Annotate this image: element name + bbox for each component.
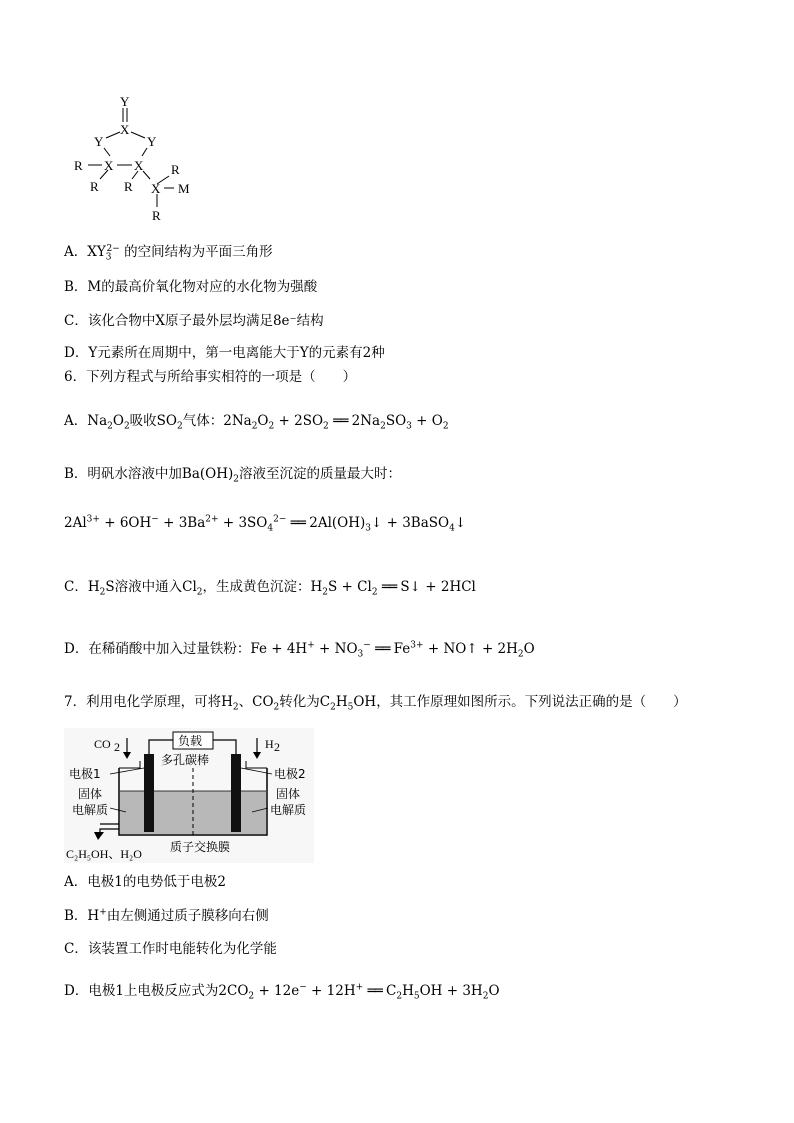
cell-solid-left-2: 电解质 (72, 803, 109, 817)
q7-option-a: A．电极1的电势低于电极2 (64, 874, 226, 890)
q5-option-c: C．该化合物中X原子最外层均满足8e⁻结构 (64, 313, 324, 329)
q6-option-b-equation: $2Al^{3+} + 6OH^- + 3Ba^{2+} + 3SO_4^{2-}$ ══ $2Al(OH)_3↓$ + 3BaSO$_4$↓ (64, 514, 467, 534)
q6-stem: 6．下列方程式与所给事实相符的一项是（ ） (64, 369, 357, 385)
mol-ring-y-left: Y (94, 134, 104, 149)
q5-formula-xy3: $XY_3^{2-}$ (87, 243, 120, 263)
mol-ring-x-right: X (151, 181, 161, 196)
cell-co2-label: CO (94, 737, 111, 751)
q5-option-d: D．Y元素所在周期中，第一电离能大于Y的元素有2种 (64, 345, 385, 361)
q7-option-c: C．该装置工作时电能转化为化学能 (64, 941, 277, 957)
cell-electrode2-label: 电极2 (274, 767, 306, 781)
q5-option-b: B．M的最高价氧化物对应的水化物为强酸 (64, 279, 318, 295)
mol-top-y: Y (120, 94, 130, 109)
cell-porous-rod-label: 多孔碳棒 (161, 753, 210, 767)
q7-stem: 7．利用电化学原理，可将$H_2$、$CO_2$转化为$C_2H_5OH$，其工作原理如图所示。下列说法正确的是（ ） (64, 694, 687, 713)
mol-ring-y-right: Y (147, 134, 157, 149)
cell-h2-label: H (265, 737, 274, 751)
cell-solid-right-1: 固体 (276, 787, 301, 801)
cell-electrode1-label: 电极1 (69, 767, 101, 781)
q6-option-c: C．$H_2S$溶液中通入$Cl_2$，生成黄色沉淀：$H_2S + Cl_2$ ══ S↓ + 2HCl (64, 579, 476, 598)
cell-solid-right-2: 电解质 (270, 803, 307, 817)
q7-option-b: B．H+由左侧通过质子膜移向右侧 (64, 907, 269, 924)
svg-text:2: 2 (114, 740, 120, 754)
mol-r-right-below: R (152, 208, 161, 223)
cell-load-label: 负载 (178, 734, 203, 748)
mol-r-mid-below: R (124, 179, 133, 194)
q6-option-a: A．$Na_2O_2$吸收$SO_2$气体：$2Na_2O_2 + 2SO_2$ ══ $2Na_2SO_3 + O_2$ (64, 413, 449, 432)
mol-ring-x-mid: X (134, 158, 144, 173)
electrochemical-cell-diagram (64, 728, 314, 863)
mol-ring-x-top: X (120, 122, 130, 137)
mol-ring-x-left: X (104, 158, 114, 173)
q6-option-b: B．明矾水溶液中加$Ba(OH)_2$溶液至沉淀的质量最大时： (64, 466, 401, 485)
molecule-structure (64, 92, 214, 227)
cell-product-label: C₂H₅OH、H₂O (66, 847, 142, 861)
q7-option-d: D．电极1上电极反应式为$2CO_2 + 12e^- + 12H^+$ ══ $C_2H_5OH + 3H_2O$ (64, 982, 500, 1002)
mol-r-left-below: R (90, 179, 99, 194)
cell-membrane-label: 质子交换膜 (170, 840, 231, 854)
cell-solid-left-1: 固体 (78, 787, 103, 801)
svg-text:2: 2 (274, 740, 280, 754)
q5-option-a: A．$XY_3^{2-}$ 的空间结构为平面三角形 (64, 243, 273, 263)
mol-m: M (178, 181, 190, 196)
mol-r-left: R (74, 158, 83, 173)
mol-r-right-top: R (171, 162, 180, 177)
q6-option-d: D．在稀硝酸中加入过量铁粉：$Fe + 4H^+ + NO_3^-$ ══ $Fe^{3+}$ + NO↑ + $2H_2O$ (64, 640, 535, 660)
